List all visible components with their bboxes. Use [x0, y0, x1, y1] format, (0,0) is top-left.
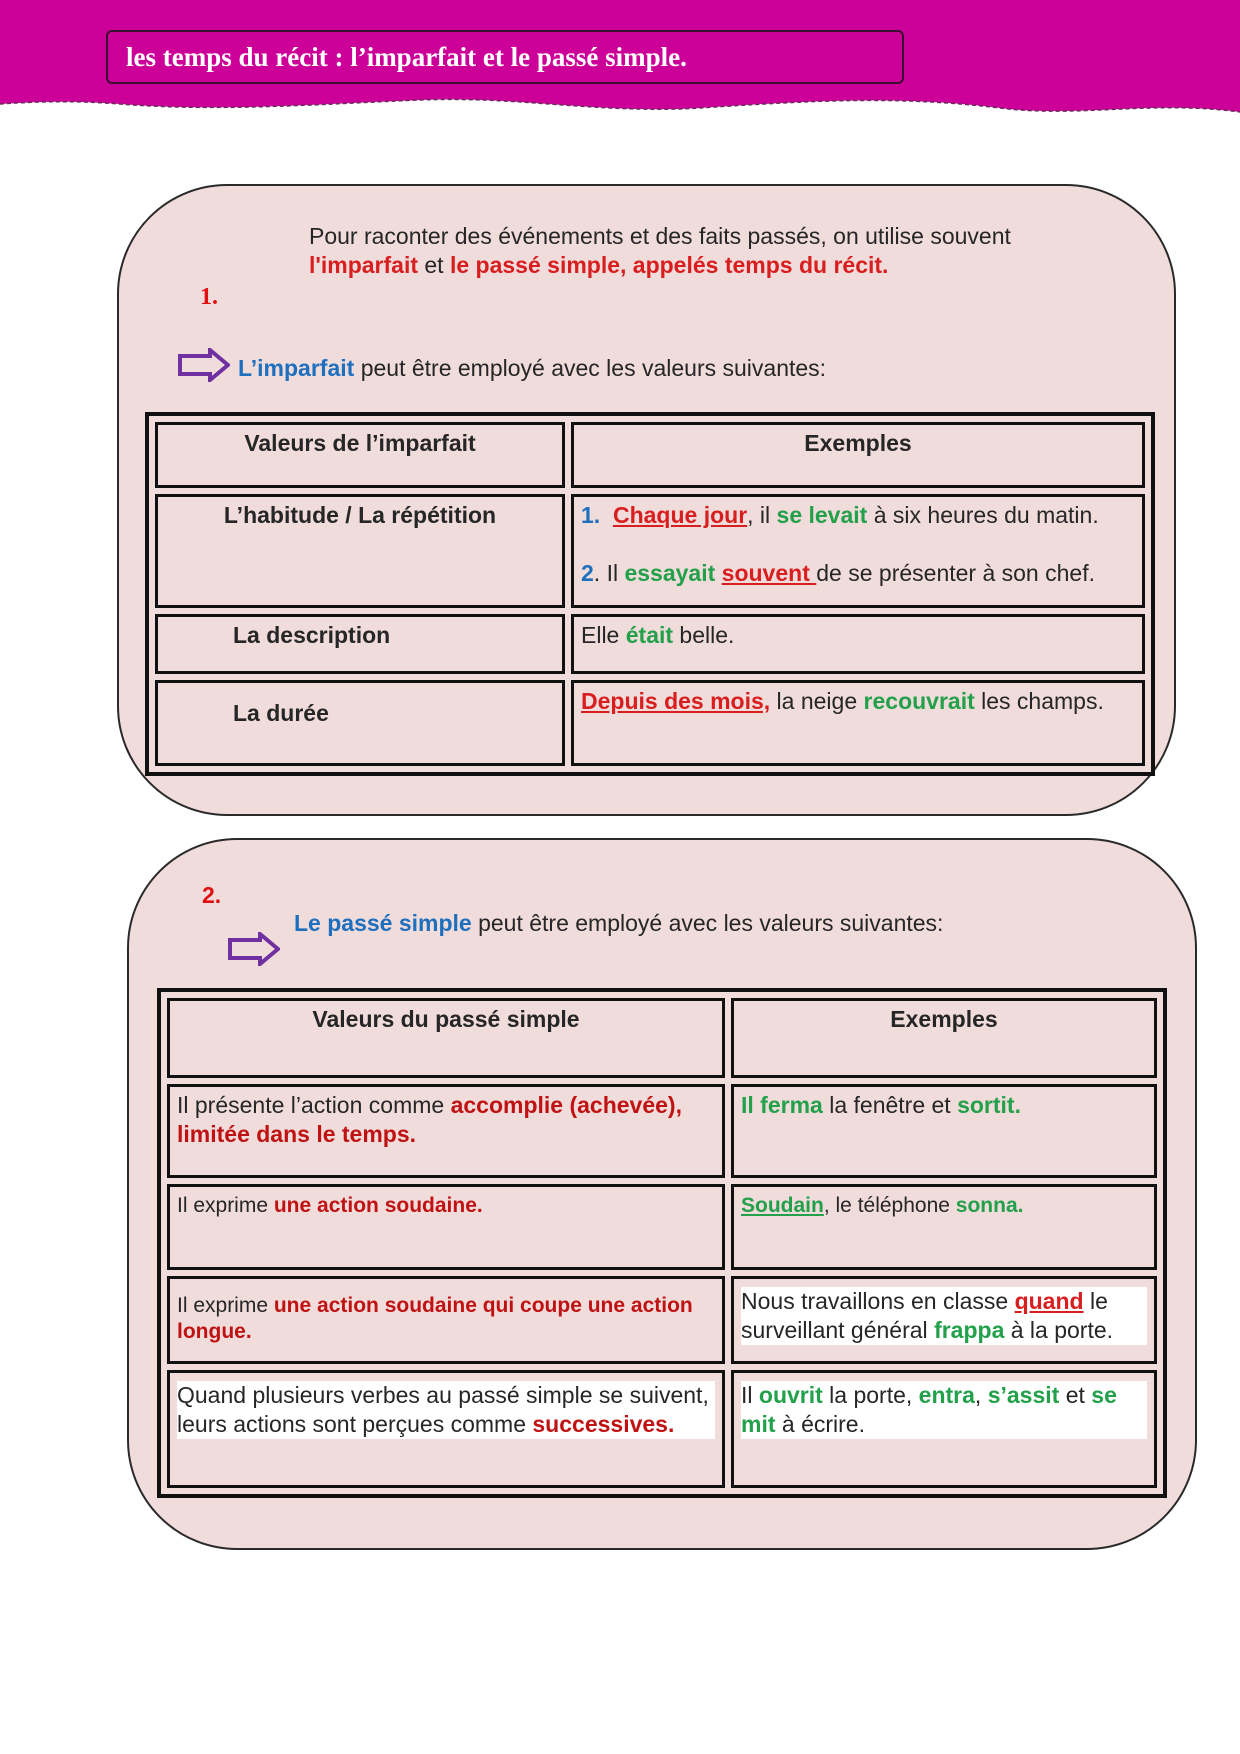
example-text: . Il — [593, 560, 625, 586]
imparfait-values-table — [145, 412, 1155, 776]
double-arrow-right-icon — [178, 348, 230, 382]
row-example — [571, 494, 1145, 608]
section-2-number: 2. — [202, 882, 222, 908]
example-text: Nous travaillons en classe — [741, 1288, 1015, 1314]
value-emphasis: accomplie (achevée), limitée dans le temps. — [177, 1092, 682, 1147]
example-text: et — [1059, 1382, 1092, 1408]
example-verb: sortit. — [957, 1092, 1021, 1118]
table-header-row — [167, 998, 1157, 1078]
table-row — [167, 1370, 1157, 1488]
example-text: à six heures du matin. — [867, 502, 1099, 528]
example-verb: s’assit — [987, 1382, 1060, 1408]
col-header-valeurs: Valeurs du passé simple — [167, 998, 725, 1078]
intro-text — [309, 222, 1129, 280]
example-verb: Il ferma — [741, 1092, 823, 1118]
example-time-marker: Chaque jour — [612, 502, 748, 528]
row-value — [167, 1276, 725, 1364]
example-time-marker: Soudain — [741, 1194, 824, 1217]
example-verb: ouvrit — [758, 1382, 823, 1408]
example-verb: frappa — [934, 1317, 1005, 1343]
example-text: la fenêtre et — [822, 1092, 958, 1118]
value-text: Il exprime — [177, 1194, 274, 1217]
example-time-marker: souvent — [721, 560, 817, 586]
intro-et: et — [418, 252, 450, 278]
section-1-lead — [238, 354, 826, 383]
value-highlight — [177, 1381, 715, 1439]
value-text: Il exprime — [177, 1294, 274, 1317]
table-header-row — [155, 422, 1145, 488]
double-arrow-right-icon — [228, 932, 280, 966]
row-label: La durée — [155, 680, 565, 766]
example-text: , le téléphone — [823, 1194, 956, 1217]
example-conjunction: quand — [1014, 1288, 1084, 1314]
row-label: La description — [155, 614, 565, 674]
example-verb: se mit — [741, 1382, 1117, 1437]
example-number: 1. — [581, 502, 601, 528]
example-text: les champs. — [974, 688, 1104, 714]
col-header-exemples: Exemples — [571, 422, 1145, 488]
example-text: Elle — [581, 622, 626, 648]
row-example — [731, 1276, 1157, 1364]
lead-rest: peut être employé avec les valeurs suivantes: — [354, 355, 827, 381]
example-number: 2 — [581, 560, 594, 586]
example-text: de se présenter à son chef. — [816, 560, 1095, 586]
col-header-valeurs: Valeurs de l’imparfait — [155, 422, 565, 488]
example-verb: sonna. — [955, 1194, 1024, 1217]
row-value — [167, 1370, 725, 1488]
col-header-exemples: Exemples — [731, 998, 1157, 1078]
table-row — [155, 680, 1145, 766]
section-2-lead — [294, 909, 943, 938]
example-highlight — [741, 1287, 1147, 1345]
example-verb: entra — [918, 1382, 975, 1408]
table-row — [155, 614, 1145, 674]
table-row — [167, 1084, 1157, 1178]
table-row — [167, 1276, 1157, 1364]
example-verb: recouvrait — [863, 688, 975, 714]
intro-line-1: Pour raconter des événements et des faits passés, on utilise souvent — [309, 223, 1011, 249]
passe-simple-values-table — [157, 988, 1167, 1498]
page-title: les temps du récit : l’imparfait et le passé simple. — [106, 30, 904, 84]
example-time-marker: Depuis des mois, — [581, 688, 771, 714]
value-emphasis: une action soudaine qui coupe une action longue. — [177, 1294, 693, 1343]
lead-term-imparfait: L’imparfait — [238, 355, 355, 381]
intro-imparfait: l'imparfait — [309, 252, 418, 278]
example-text: Il — [741, 1382, 759, 1408]
value-text: Il présente l’action comme — [177, 1092, 451, 1118]
row-example — [571, 614, 1145, 674]
row-example — [731, 1184, 1157, 1270]
row-value — [167, 1084, 725, 1178]
example-text: la neige — [770, 688, 864, 714]
row-example — [731, 1370, 1157, 1488]
example-text: , — [974, 1382, 988, 1408]
row-value — [167, 1184, 725, 1270]
lead-rest: peut être employé avec les valeurs suivantes: — [471, 910, 944, 936]
table-row — [155, 494, 1145, 608]
example-text: belle. — [673, 622, 735, 648]
example-text: à écrire. — [775, 1411, 865, 1437]
example-highlight — [741, 1381, 1147, 1439]
row-label: L’habitude / La répétition — [155, 494, 565, 608]
row-example — [731, 1084, 1157, 1178]
example-verb: se levait — [776, 502, 868, 528]
value-emphasis: successives. — [532, 1411, 675, 1437]
value-text: Quand plusieurs verbes au passé simple se suivent, leurs actions sont perçues comme — [177, 1382, 709, 1437]
lead-term-passe-simple: Le passé simple — [294, 910, 472, 936]
section-1-number: 1. — [200, 284, 218, 310]
example-verb: essayait — [624, 560, 716, 586]
intro-rest: le passé simple, appelés temps du récit. — [449, 252, 889, 278]
example-text: à la porte. — [1004, 1317, 1114, 1343]
example-text: la porte, — [822, 1382, 919, 1408]
value-emphasis: une action soudaine. — [273, 1194, 483, 1217]
example-verb: était — [625, 622, 674, 648]
example-text: le surveillant général — [741, 1288, 1108, 1343]
row-example — [571, 680, 1145, 766]
table-row — [167, 1184, 1157, 1270]
example-text: , il — [747, 502, 777, 528]
